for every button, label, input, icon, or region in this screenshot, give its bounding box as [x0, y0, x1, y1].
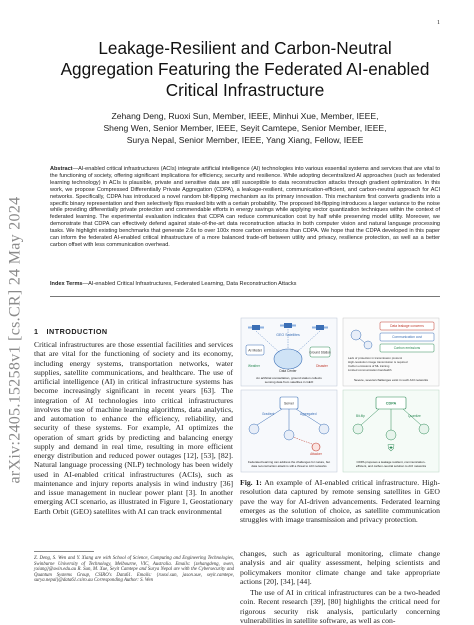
- challenge-bullet: Carbon emissions of ML training: [348, 364, 390, 368]
- earth-icon: [274, 349, 302, 369]
- section-title: INTRODUCTION: [46, 327, 108, 336]
- index-terms-text: —AI-enabled Critical Infrastructures, Federated Learning, Data Reconstruction Attacks: [82, 281, 297, 287]
- client-icon: [319, 424, 329, 434]
- arxiv-stamp: [2, 150, 28, 530]
- client-icon: [249, 424, 259, 434]
- title-line: Aggregation Featuring the Federated AI-enabled: [60, 59, 430, 79]
- fig-label: Gradient: [262, 412, 275, 416]
- panel-a: [241, 318, 337, 386]
- panel-d: [343, 390, 439, 472]
- section-heading: [34, 327, 234, 336]
- challenge-label: Communication cost: [392, 335, 422, 340]
- fig-label: Disaster: [316, 364, 328, 368]
- author-footnote: Z. Deng, S. Wen and Y. Xiang are with School of Science, Computing and Engineering Technologies, Swinburne University of Technology, Melbourne, VIC, Australia. Emails: {zehangdeng, swen, yxiang}@swin.edu.au R. Sun, M. Xue, Seyit Camtepe and Surya Nepal are with the Cybersecurity and Quantum Systems Group, CSIRO's Data61. Emails: {ruoxi.sun, jason.xue, seyit.camtepe, surya.nepal}@data61.csiro.au Corresponding Author: S. Wen: [34, 556, 234, 584]
- page-number: 1: [437, 20, 440, 26]
- title-line: Leakage-Resilient and Carbon-Neutral: [98, 38, 392, 58]
- panel-d-caption: CDPA proposes a leakage resilient, communication-: [356, 460, 426, 464]
- figure-caption: [240, 478, 440, 524]
- fig-label: Server: [284, 401, 294, 406]
- fig-label: Attacker: [310, 452, 322, 456]
- author-list: [50, 110, 440, 146]
- index-terms: [50, 281, 440, 288]
- fig-label: CDPA: [385, 401, 397, 406]
- figure-caption-text: An example of AI-enabled critical infrastructure. High-resolution data captured by remote sensing satellites in GEO pave the way for AI-driven advancements. Federated learning emerges as the solution of choice, as satellite communication struggles with image transmission and privacy protection.: [240, 478, 440, 524]
- fig-label: Ground Station: [309, 350, 331, 355]
- author-line: Sheng Wen, Senior Member, IEEE, Seyit Camtepe, Senior Member, IEEE,: [103, 123, 387, 133]
- abstract: [50, 166, 440, 249]
- attacker-icon: [312, 443, 320, 451]
- challenge-bullet: Lack of protection in transmission protocol: [348, 356, 402, 360]
- abstract-label: Abstract: [50, 166, 73, 172]
- panel-c-caption: Severe, several challenges exist in such ACI networks: [353, 378, 429, 382]
- intro-paragraph: Critical infrastructures are those essential facilities and services that are vital for the functioning of society and its economy, including energy systems, transportation networks, water supplies, satellite communications, and healthcare. The use of artificial intelligence (AI) in critical infrastructure systems has become increasingly significant in recent years [63]. The integration of AI technologies into critical infrastructures involves the use of machine learning algorithms, data analytics, and automation to enhance the efficiency, reliability, and security of these systems. For example, AI optimizes the operation of smart grids by predicting and balancing energy supply and demand in real time, resulting in more efficient energy distribution and reduced power outages [12], [53], [82]. Natural language processing (NLP) technology has been widely used in AI-enabled critical infrastructures (ACIs), such as maintenance and injury reports analysis in wind industry [36] and issue management in nuclear power plant [3]. In another emerging ACI scenario, as illustrated in Figure 1, Geostationary Earth Orbit (GEO) satellites with AI can track environmental: [34, 340, 233, 516]
- client-icon: [353, 424, 363, 434]
- author-line: Zehang Deng, Ruoxi Sun, Member, IEEE, Minhui Xue, Member, IEEE,: [111, 111, 379, 121]
- challenge-label: Data leakage concerns: [390, 324, 424, 329]
- fig-label: AI Model: [248, 348, 262, 353]
- fig-label: Bit-flip: [356, 414, 365, 418]
- panel-c: [343, 318, 439, 386]
- right-paragraph: The use of AI in critical infrastructures can be a two-headed coin. Recent research [39], [80] highlights the critical need for rigorous security risk analysis, particularly concerning vulnerabilities in satellite software, as well as con-: [240, 588, 440, 625]
- abstract-divider: [50, 296, 440, 297]
- client-icon: [386, 430, 396, 440]
- right-column: [240, 549, 440, 625]
- challenge-bullet: High-resolution image transmission is required: [348, 360, 408, 364]
- section-number: 1: [34, 327, 39, 336]
- client-icon: [419, 424, 429, 434]
- author-line: Surya Nepal, Senior Member, IEEE, Yang Xiang, Fellow, IEEE: [126, 135, 364, 145]
- panel-a-caption: sensing data from satellites in GEO: [264, 380, 314, 384]
- figure-1: [240, 317, 440, 474]
- abstract-text: —AI-enabled critical infrastructures (ACIs) integrate artificial intelligence (AI) technologies into various essential systems and services that are vital to the functioning of society, offering significant implications for efficiency, security and resilience. While adopting decentralized AI approaches (such as federated learning technology) in ACIs is plausible, private and sensitive data are still susceptible to data reconstruction attacks through gradient optimization. In this work, we propose Compressed Differentially Private Aggregation (CDPA), a leakage-resilient, communication-efficient, and carbon-neutral approach for ACI networks. Specifically, CDPA has introduced a novel random bit-flipping mechanism as its primary innovation. This mechanism first converts gradients into a specific binary representation and then selectively flips masked bits with a certain probability. The proposed bit-flipping introduces a larger variance to the noise while providing differentially private protection and commendable efforts in energy savings while applying vector quantization techniques within the context of federated learning. The experimental evaluation indicates that CDPA can reduce communication cost by half while preserving model utility. Moreover, we demonstrate that CDPA can effectively defend against state-of-the-art data reconstruction attacks in both computer vision and natural language processing tasks. We highlight existing benchmarks that generate 2.6x to over 100x more carbon emissions than CDPA. We hope that the CDPA developed in this paper can inform the federated AI-enabled critical infrastructure of a more balanced trade-off between utility and privacy, resilience protection, as well as a better carbon offset with less communication overhead.: [50, 166, 440, 248]
- panel-b: [241, 390, 337, 472]
- shield-icon: ⛨: [387, 443, 395, 453]
- client-icon: [284, 430, 294, 440]
- title-line: Critical Infrastructure: [165, 80, 325, 100]
- right-paragraph: changes, such as agricultural monitoring, climate change analysis and air quality assessment, helping scientists and policymakers monitor climate change and take appropriate actions [20], [34], [44].: [240, 549, 440, 586]
- panel-a-caption: An artificial constellation, ground station collects: [256, 376, 322, 380]
- fig-label: Weather: [248, 364, 260, 368]
- fig-label: Quantize: [408, 414, 421, 418]
- paper-title: [50, 38, 440, 101]
- panel-b-caption: data reconstruction attack is still a threat to ACI networks: [251, 464, 327, 468]
- fig-label: GEO Satellites: [276, 333, 300, 337]
- challenge-label: Carbon emissions: [393, 346, 421, 351]
- fig-label: Aggregated: [300, 412, 317, 416]
- panel-b-caption: Federated learning can address the challenges for nature, but: [247, 460, 331, 464]
- footnote-divider: [34, 551, 94, 552]
- panel-d-caption: efficient, and carbon-neutral solution to ACI networks: [355, 464, 427, 468]
- arxiv-identifier: arXiv:2405.15258v1 [cs.CR] 24 May 2024: [6, 196, 23, 484]
- figure-caption-label: Fig. 1:: [240, 478, 262, 487]
- challenge-bullet: Limited communication bandwidth: [348, 368, 392, 372]
- index-terms-label: Index Terms: [50, 281, 83, 287]
- fig-label: Data Center: [279, 369, 297, 373]
